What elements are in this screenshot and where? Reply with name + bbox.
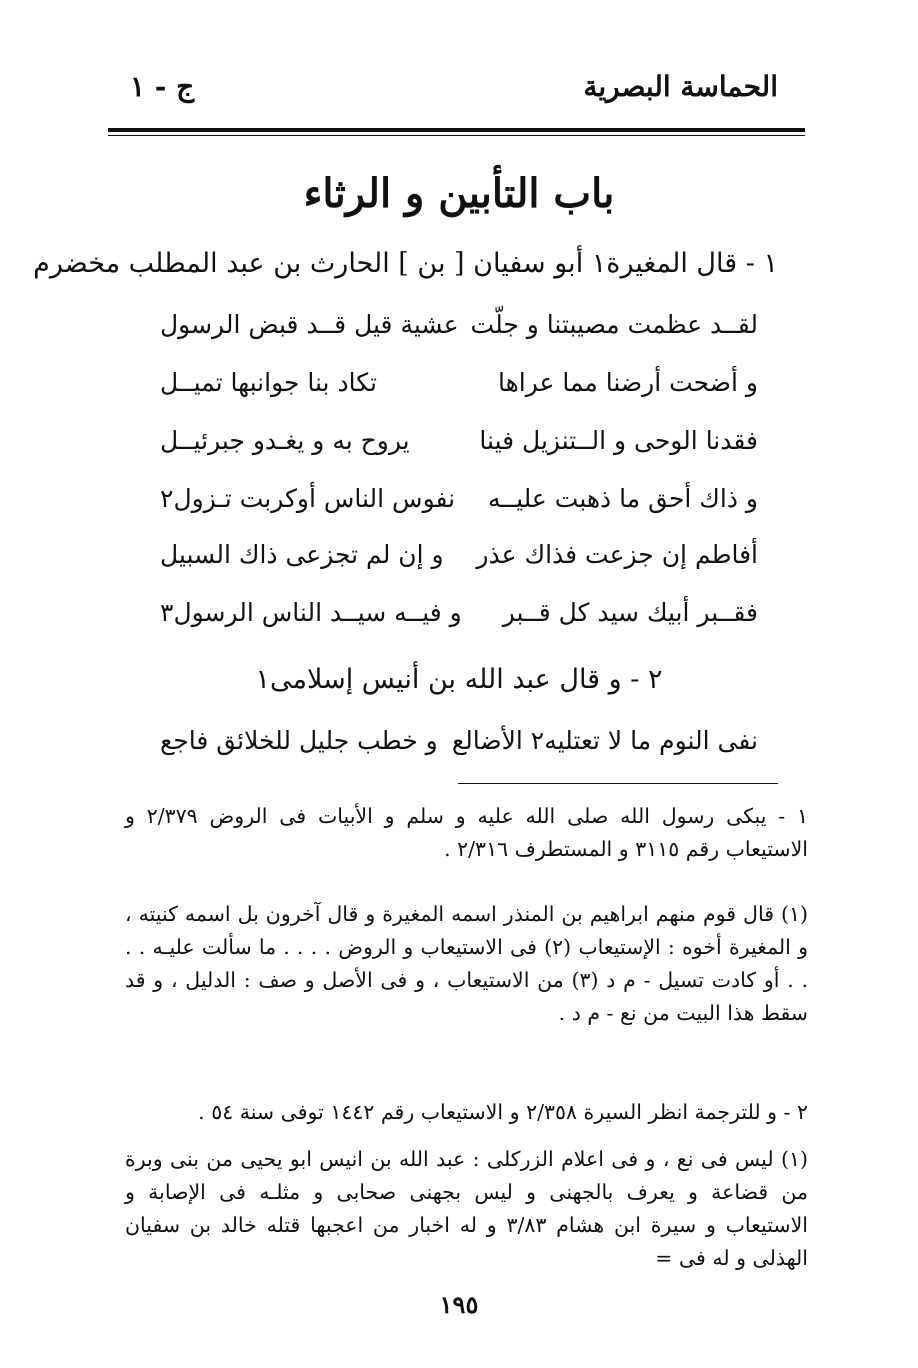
verse-second-hemistich: نفوس الناس أوكربت تـزول٢ — [160, 484, 456, 513]
verse-first-hemistich: و أضحت أرضنا مما عراها — [497, 368, 758, 397]
footnote-block — [125, 1143, 808, 1275]
verse — [160, 426, 758, 466]
verse-first-hemistich: لقــد عظمت مصيبتنا و جلّت — [470, 310, 758, 339]
verse — [160, 540, 758, 580]
verse — [160, 310, 758, 350]
footnote: ١ - يبكى رسول الله صلى الله عليه و سلم و الأبيات فى الروض ٢/٣٧٩ و الاستيعاب رقم ٣١١٥ و المستطرف ٢/٣١٦ . — [125, 804, 809, 861]
page-number: ١٩٥ — [439, 1290, 479, 1319]
footnote: ٢ - و للترجمة انظر السيرة ٢/٣٥٨ و الاستيعاب رقم ١٤٤٢ توفى سنة ٥٤ . — [198, 1100, 808, 1124]
footnote: (١) قال قوم منهم ابراهيم بن المنذر اسمه المغيرة و قال آخرون بل اسمه كنيته ، و المغيرة أخوه : الإستيعاب (٢) فى الاستيعاب و الروض . . . . ما سألت عليـه . . . . أو كادت تسيل - م د (٣) من الاستيعاب ، و فى الأصل و صف : الدليل ، و قد سقط هذا البيت من نع - م د . — [125, 902, 808, 1025]
footnote-block — [125, 1096, 808, 1129]
poem-heading: ١ - قال المغيرة١ أبو سفيان [ بن ] الحارث بن عبد المطلب مخضرم — [33, 248, 778, 279]
footnote-block — [125, 898, 808, 1030]
verse-first-hemistich: فقدنا الوحى و الــتنزيل فينا — [479, 426, 758, 455]
verse-second-hemistich: و إن لم تجزعى ذاك السبيل — [160, 540, 444, 569]
verse — [160, 726, 758, 766]
chapter-title: باب التأبين و الرثاء — [303, 170, 615, 217]
header-rule-thin — [108, 135, 805, 136]
verse-second-hemistich: و خطب جليل للخلائق فاجع — [160, 726, 438, 755]
volume-label: ج - ١ — [130, 70, 195, 103]
verse — [160, 598, 758, 638]
verse-first-hemistich: أفاطم إن جزعت فذاك عذر — [476, 540, 758, 569]
header-rule-thick — [108, 128, 805, 132]
book-title: الحماسة البصرية — [583, 70, 778, 103]
footnote-rule — [458, 783, 778, 784]
verse-second-hemistich: يروح به و يغـدو جبرئيــل — [160, 426, 410, 455]
verse-second-hemistich: تكاد بنا جوانبها تميــل — [160, 368, 377, 397]
poem-heading: ٢ - و قال عبد الله بن أنيس إسلامى١ — [255, 664, 663, 695]
verse-first-hemistich: و ذاك أحق ما ذهبت عليــه — [488, 484, 758, 513]
verse — [160, 368, 758, 408]
running-header — [130, 70, 778, 120]
verse-first-hemistich: نفى النوم ما لا تعتليه٢ الأضالع — [451, 726, 758, 755]
verse — [160, 484, 758, 524]
footnote-block — [125, 800, 808, 866]
verse-second-hemistich: و فيــه سيــد الناس الرسول٣ — [160, 598, 462, 627]
verse-second-hemistich: عشية قيل قــد قبض الرسول — [160, 310, 459, 339]
verse-first-hemistich: فقــبر أبيك سيد كل قــبر — [502, 598, 758, 627]
footnote: (١) ليس فى نع ، و فى اعلام الزركلى : عبد الله بن انيس ابو يحيى من بنى وبرة من قضاعة و يعرف بالجهنى و ليس بجهنى صحابى و مثلـه فى الإصابة و الاستيعاب و سيرة ابن هشام ٣/٨٣ و له اخبار من اعجبها قتله خالد بن سفيان الهذلى و له فى = — [125, 1147, 808, 1270]
